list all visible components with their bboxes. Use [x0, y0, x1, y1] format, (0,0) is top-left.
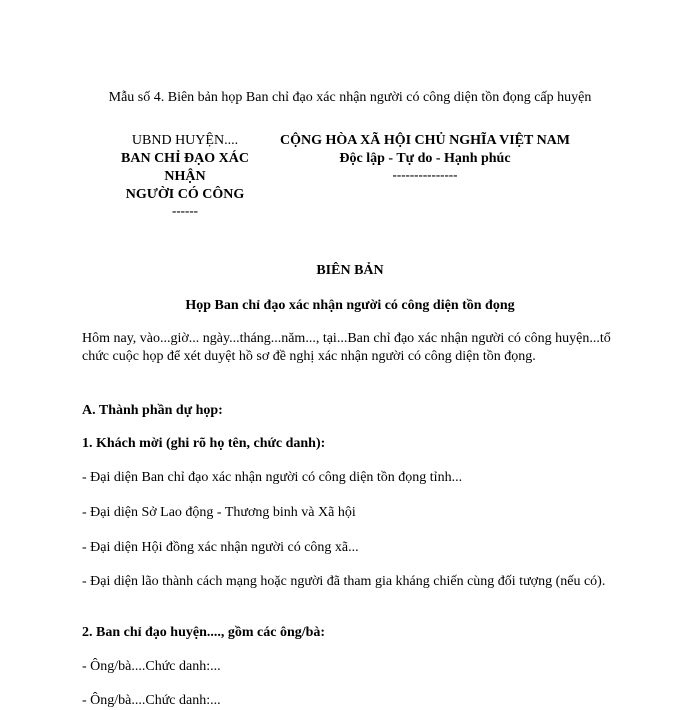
form-title: Mẫu số 4. Biên bản họp Ban chỉ đạo xác nhận người có công diện tồn đọng cấp huyện	[108, 90, 592, 105]
issuing-agency-header	[90, 132, 280, 218]
agency-line-4: NGƯỜI CÓ CÔNG	[125, 187, 245, 202]
motto-divider: ---------------	[392, 167, 458, 182]
agency-line-3: NHẬN	[164, 169, 206, 184]
intro-paragraph: Hôm nay, vào...giờ... ngày...tháng...năm..., tại...Ban chỉ đạo xác nhận người có công huyện...tổ chức cuộc họp để xét duyệt hồ sơ đề nghị xác nhận người có công diện tồn đọng.	[82, 331, 611, 364]
members-heading: 2. Ban chỉ đạo huyện...., gồm các ông/bà:	[82, 625, 326, 640]
list-item: - Đại diện Hội đồng xác nhận người có công xã...	[82, 540, 359, 555]
document-subtitle: Họp Ban chỉ đạo xác nhận người có công diện tồn đọng	[185, 298, 515, 313]
list-item: - Đại diện Ban chỉ đạo xác nhận người có công diện tồn đọng tỉnh...	[82, 470, 463, 485]
list-item: - Ông/bà....Chức danh:...	[82, 693, 221, 708]
national-motto-header	[262, 132, 588, 182]
list-item: - Ông/bà....Chức danh:...	[82, 659, 221, 674]
national-motto: Độc lập - Tự do - Hạnh phúc	[339, 151, 511, 166]
list-item: - Đại diện Sở Lao động - Thương binh và Xã hội	[82, 505, 356, 520]
agency-divider: ------	[172, 203, 198, 218]
list-item: - Đại diện lão thành cách mạng hoặc người đã tham gia kháng chiến cùng đối tượng (nếu có).	[82, 574, 606, 589]
section-a-heading: A. Thành phần dự họp:	[82, 403, 223, 418]
guests-heading: 1. Khách mời (ghi rõ họ tên, chức danh):	[82, 436, 326, 451]
document-title: BIÊN BẢN	[316, 263, 384, 278]
agency-line-2: BAN CHỈ ĐẠO XÁC	[121, 151, 249, 166]
country-name: CỘNG HÒA XÃ HỘI CHỦ NGHĨA VIỆT NAM	[279, 133, 570, 148]
agency-line-1: UBND HUYỆN....	[131, 133, 239, 148]
